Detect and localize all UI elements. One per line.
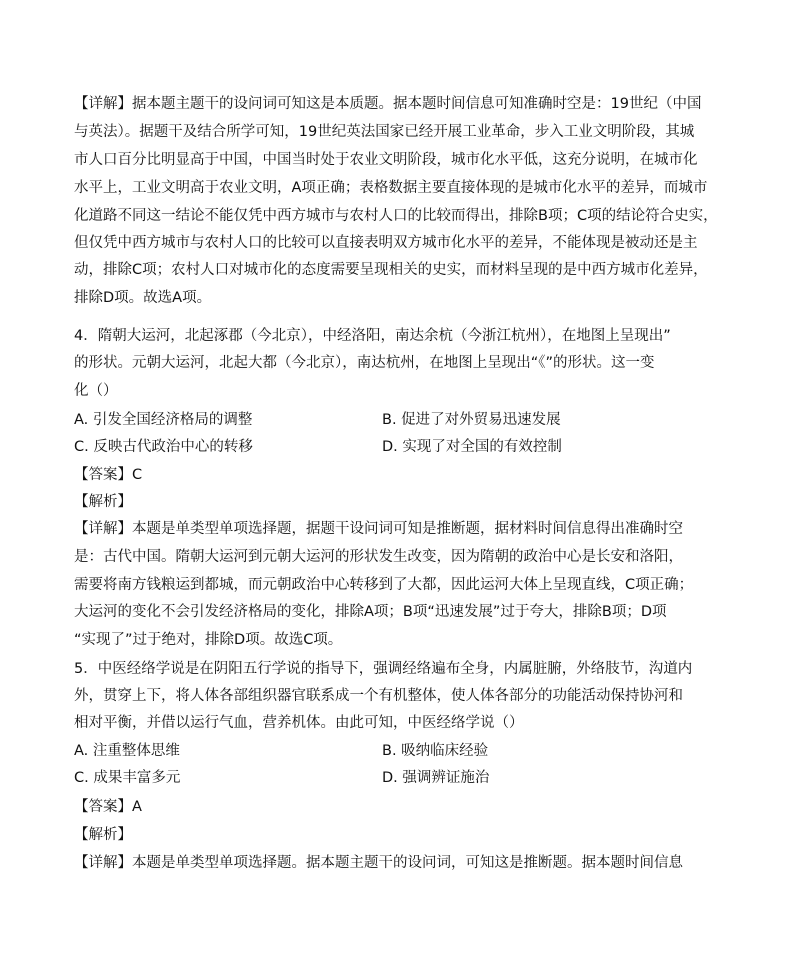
q4-detail-line: 是：古代中国。隋朝大运河到元朝大运河的形状发生改变，因为隋朝的政治中心是长安和洛阳， bbox=[74, 549, 683, 565]
q4-stem-line: 化（） bbox=[74, 383, 118, 399]
q5-analysis-label: 【解析】 bbox=[74, 827, 132, 843]
detail-line: 【详解】据本题主题干的设问词可知这是本质题。据本题时间信息可知准确时空是：19世纪（中国 bbox=[74, 96, 702, 112]
q5-stem-line: 相对平衡，并借以运行气血，营养机体。由此可知，中医经络学说（） bbox=[74, 715, 524, 731]
detail-line: 市人口百分比明显高于中国，中国当时处于农业文明阶段，城市化水平低，这充分说明，在城市化 bbox=[74, 152, 698, 168]
q5-stem-line: 外，贯穿上下，将人体各部组织器官联系成一个有机整体，使人体各部分的功能活动保持协河和 bbox=[74, 688, 683, 704]
detail-line: 与英法）。据题干及结合所学可知，19世纪英法国家已经开展工业革命，步入工业文明阶段，其城 bbox=[74, 124, 695, 140]
detail-line: 动，排除C项；农村人口对城市化的态度需要呈现相关的史实，而材料呈现的是中西方城市化差异， bbox=[74, 262, 708, 278]
detail-line: 但仅凭中西方城市与农村人口的比较可以直接表明双方城市化水平的差异，不能体现是被动还是主 bbox=[74, 235, 698, 251]
detail-line: 水平上，工业文明高于农业文明，A项正确；表格数据主要直接体现的是城市化水平的差异，而城市 bbox=[74, 180, 708, 196]
detail-line: 化道路不同这一结论不能仅凭中西方城市与农村人口的比较而得出，排除B项；C项的结论符合史实， bbox=[74, 208, 718, 224]
q4-detail-line: 【详解】本题是单类型单项选择题，据题干设问词可知是推断题，据材料时间信息得出准确时空 bbox=[74, 521, 683, 537]
q4-option-a: A. 引发全国经济格局的调整 bbox=[74, 412, 253, 428]
q4-detail-line: 大运河的变化不会引发经济格局的变化，排除A项；B项“迅速发展”过于夸大，排除B项；D项 bbox=[74, 604, 667, 620]
q4-answer: 【答案】C bbox=[74, 467, 143, 483]
q5-stem-line: 5．中医经络学说是在阴阳五行学说的指导下，强调经络遍布全身，内属脏腑，外络肢节，沟道内 bbox=[74, 661, 693, 677]
q5-option-c: C. 成果丰富多元 bbox=[74, 770, 181, 786]
detail-line: 排除D项。故选A项。 bbox=[74, 290, 212, 306]
q5-answer: 【答案】A bbox=[74, 799, 142, 815]
q5-option-b: B. 吸纳临床经验 bbox=[382, 743, 489, 759]
q5-option-a: A. 注重整体思维 bbox=[74, 743, 180, 759]
q4-option-d: D. 实现了对全国的有效控制 bbox=[382, 439, 562, 455]
q4-detail-line: “实现了”过于绝对，排除D项。故选C项。 bbox=[74, 632, 343, 648]
q4-option-b: B. 促进了对外贸易迅速发展 bbox=[382, 412, 561, 428]
q4-detail-line: 需要将南方钱粮运到都城，而元朝政治中心转移到了大都，因此运河大体上呈现直线，C项正确； bbox=[74, 577, 694, 593]
q5-option-d: D. 强调辨证施治 bbox=[382, 770, 490, 786]
q4-stem-line: 4．隋朝大运河，北起涿郡（今北京），中经洛阳，南达余杭（今浙江杭州），在地图上呈现出” bbox=[74, 328, 671, 344]
q4-stem-line: 的形状。元朝大运河，北起大都（今北京），南达杭州，在地图上呈现出“《”的形状。这一变 bbox=[74, 355, 655, 371]
q5-detail-line: 【详解】本题是单类型单项选择题。据本题主题干的设问词，可知这是推断题。据本题时间信息 bbox=[74, 855, 683, 871]
q4-option-c: C. 反映古代政治中心的转移 bbox=[74, 439, 253, 455]
q4-analysis-label: 【解析】 bbox=[74, 494, 132, 510]
